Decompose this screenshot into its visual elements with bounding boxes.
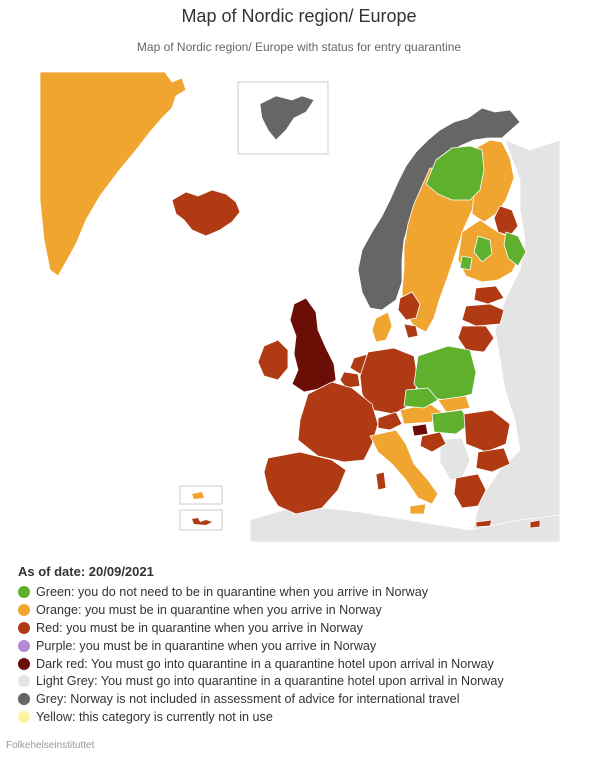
light-grey-dot-icon — [18, 675, 30, 687]
map-title: Map of Nordic region/ Europe — [181, 6, 417, 26]
as-of-date: As of date: 20/09/2021 — [18, 564, 154, 579]
legend-item-dark-red[interactable] — [18, 655, 504, 673]
legend-label: Green: you do not need to be in quarantine when you arrive in Norway — [36, 584, 429, 599]
region-finland-green-3[interactable] — [460, 256, 472, 270]
legend-item-yellow[interactable] — [18, 708, 504, 726]
legend-label: Red: you must be in quarantine when you arrive in Norway — [36, 620, 363, 635]
legend-item-grey[interactable] — [18, 690, 504, 708]
legend-item-green[interactable] — [18, 583, 504, 601]
legend-item-red[interactable] — [18, 619, 504, 637]
map-canvas — [0, 60, 598, 550]
region-ireland[interactable] — [258, 340, 288, 380]
grey-dot-icon — [18, 693, 30, 705]
legend-label: Dark red: You must go into quarantine in a quarantine hotel upon arrival in Norway — [36, 656, 494, 671]
legend-label: Grey: Norway is not included in assessment of advice for international travel — [36, 692, 460, 707]
credit-text[interactable]: Folkehelseinstituttet — [6, 740, 95, 751]
purple-dot-icon — [18, 640, 30, 652]
region-switzerland[interactable] — [378, 412, 402, 430]
legend-item-orange[interactable] — [18, 601, 504, 619]
region-uk[interactable] — [290, 298, 336, 392]
legend-label: Orange: you must be in quarantine when you arrive in Norway — [36, 602, 382, 617]
region-denmark[interactable] — [372, 312, 392, 342]
region-lithuania[interactable] — [458, 326, 494, 352]
map-legend — [18, 583, 504, 726]
legend-label: Light Grey: You must go into quarantine in a quarantine hotel upon arrival in Norway — [36, 674, 504, 689]
europe-map[interactable] — [0, 60, 598, 550]
yellow-dot-icon — [18, 711, 30, 723]
legend-item-purple[interactable] — [18, 637, 504, 655]
region-sicily[interactable] — [410, 504, 426, 514]
green-dot-icon — [18, 586, 30, 598]
region-spain[interactable] — [264, 452, 346, 514]
region-sardinia[interactable] — [376, 472, 386, 490]
region-romania[interactable] — [464, 410, 510, 452]
region-sweden-south-2[interactable] — [404, 324, 418, 338]
legend-label: Yellow: this category is currently not in use — [36, 710, 273, 725]
map-subtitle: Map of Nordic region/ Europe with status for entry quarantine — [136, 40, 462, 54]
region-greenland[interactable] — [40, 72, 186, 276]
red-dot-icon — [18, 622, 30, 634]
legend-item-light-grey[interactable] — [18, 672, 504, 690]
legend-label: Purple: you must be in quarantine when you arrive in Norway — [36, 638, 377, 653]
dark-red-dot-icon — [18, 658, 30, 670]
madeira-inset — [180, 510, 222, 530]
orange-dot-icon — [18, 604, 30, 616]
region-latvia[interactable] — [462, 304, 504, 326]
region-estonia[interactable] — [474, 286, 504, 304]
region-iceland[interactable] — [172, 190, 240, 236]
region-slovenia[interactable] — [412, 424, 428, 436]
